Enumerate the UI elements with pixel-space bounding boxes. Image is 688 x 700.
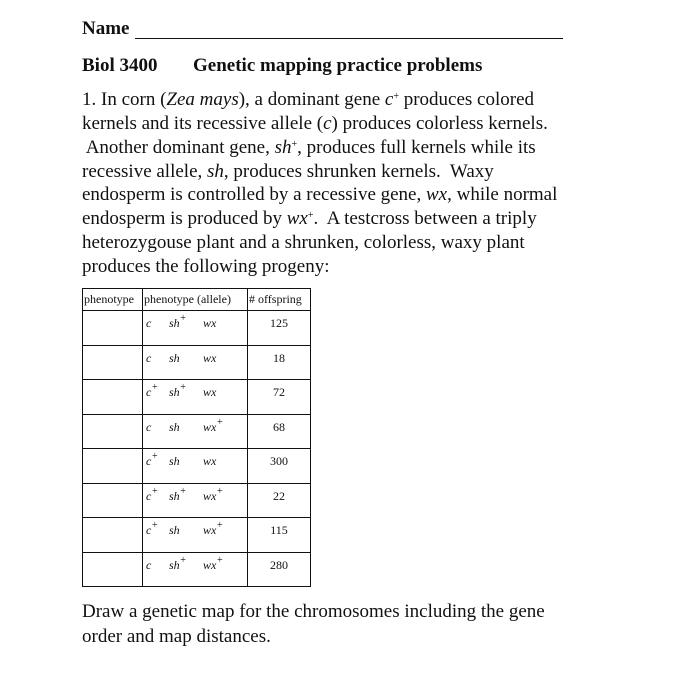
gene-sh: sh (169, 523, 180, 537)
gene-wx: wx+ (203, 485, 224, 503)
gene-sh: sh (169, 350, 180, 365)
table-header-row (83, 289, 311, 311)
phenotype-cell (83, 380, 143, 415)
problem-line-5: endosperm is controlled by a recessive gene, wx, while normal (82, 184, 558, 205)
offspring-count: 18 (248, 345, 311, 380)
offspring-count: 68 (248, 414, 311, 449)
gene-wx: wx (203, 385, 217, 399)
gene-sh: sh+ (169, 485, 187, 503)
table-body (83, 311, 311, 587)
allele-cell (143, 414, 248, 449)
gene-sh: sh (169, 454, 180, 468)
progeny-table (82, 288, 311, 587)
document-title: Genetic mapping practice problems (193, 55, 483, 76)
offspring-count: 125 (248, 311, 311, 346)
table-row (83, 483, 311, 518)
table-row (83, 552, 311, 587)
phenotype-cell (83, 311, 143, 346)
table-row (83, 518, 311, 553)
table-row (83, 449, 311, 484)
allele-cell (143, 311, 248, 346)
table-row (83, 380, 311, 415)
problem-line-7: heterozygouse plant and a shrunken, colorless, waxy plant (82, 232, 525, 253)
gene-c: c (146, 557, 152, 572)
offspring-count: 280 (248, 552, 311, 587)
course-number: Biol 3400 (82, 55, 158, 76)
name-label: Name (82, 18, 130, 39)
allele-cell (143, 449, 248, 484)
gene-wx: wx+ (203, 520, 224, 537)
header-phenotype-allele: phenotype (allele) (143, 289, 248, 311)
problem-line-6: endosperm is produced by wx+. A testcross between a triply (82, 208, 537, 229)
allele-cell (143, 518, 248, 553)
question-text (82, 599, 545, 649)
allele-cell (143, 345, 248, 380)
name-blank-line (135, 38, 563, 39)
gene-c: c+ (146, 520, 159, 537)
phenotype-cell (83, 518, 143, 553)
problem-line-4: recessive allele, sh, produces shrunken kernels. Waxy (82, 161, 494, 182)
phenotype-cell (83, 483, 143, 518)
gene-c: c (146, 419, 152, 434)
question-line-2: order and map distances. (82, 626, 271, 647)
problem-line-8: produces the following progeny: (82, 256, 330, 277)
header-phenotype: phenotype (83, 289, 143, 311)
problem-line-1: 1. In corn (Zea mays), a dominant gene c+ produces colored (82, 89, 535, 110)
allele-cell (143, 380, 248, 415)
gene-wx: wx (203, 316, 217, 330)
phenotype-cell (83, 414, 143, 449)
gene-sh: sh+ (169, 554, 187, 572)
allele-cell (143, 552, 248, 587)
gene-c: c (146, 350, 152, 365)
table-row (83, 414, 311, 449)
offspring-count: 115 (248, 518, 311, 553)
offspring-count: 300 (248, 449, 311, 484)
gene-wx: wx (203, 454, 217, 468)
problem-line-2: kernels and its recessive allele (c) produces colorless kernels. (82, 113, 548, 134)
phenotype-cell (83, 345, 143, 380)
gene-sh: sh+ (169, 313, 187, 330)
gene-c: c+ (146, 485, 159, 503)
gene-sh: sh (169, 419, 180, 434)
offspring-count: 72 (248, 380, 311, 415)
header-offspring: # offspring (248, 289, 311, 311)
gene-wx: wx+ (203, 416, 224, 434)
problem-line-3: Another dominant gene, sh+, produces full kernels while its (82, 137, 536, 158)
gene-wx: wx+ (203, 554, 224, 572)
gene-sh: sh+ (169, 382, 187, 399)
gene-wx: wx (203, 350, 217, 365)
gene-c: c (146, 316, 152, 330)
allele-cell (143, 483, 248, 518)
gene-c: c+ (146, 382, 159, 399)
phenotype-cell (83, 552, 143, 587)
table-row (83, 311, 311, 346)
phenotype-cell (83, 449, 143, 484)
table-row (83, 345, 311, 380)
gene-c: c+ (146, 451, 159, 468)
offspring-count: 22 (248, 483, 311, 518)
question-line-1: Draw a genetic map for the chromosomes including the gene (82, 601, 545, 622)
